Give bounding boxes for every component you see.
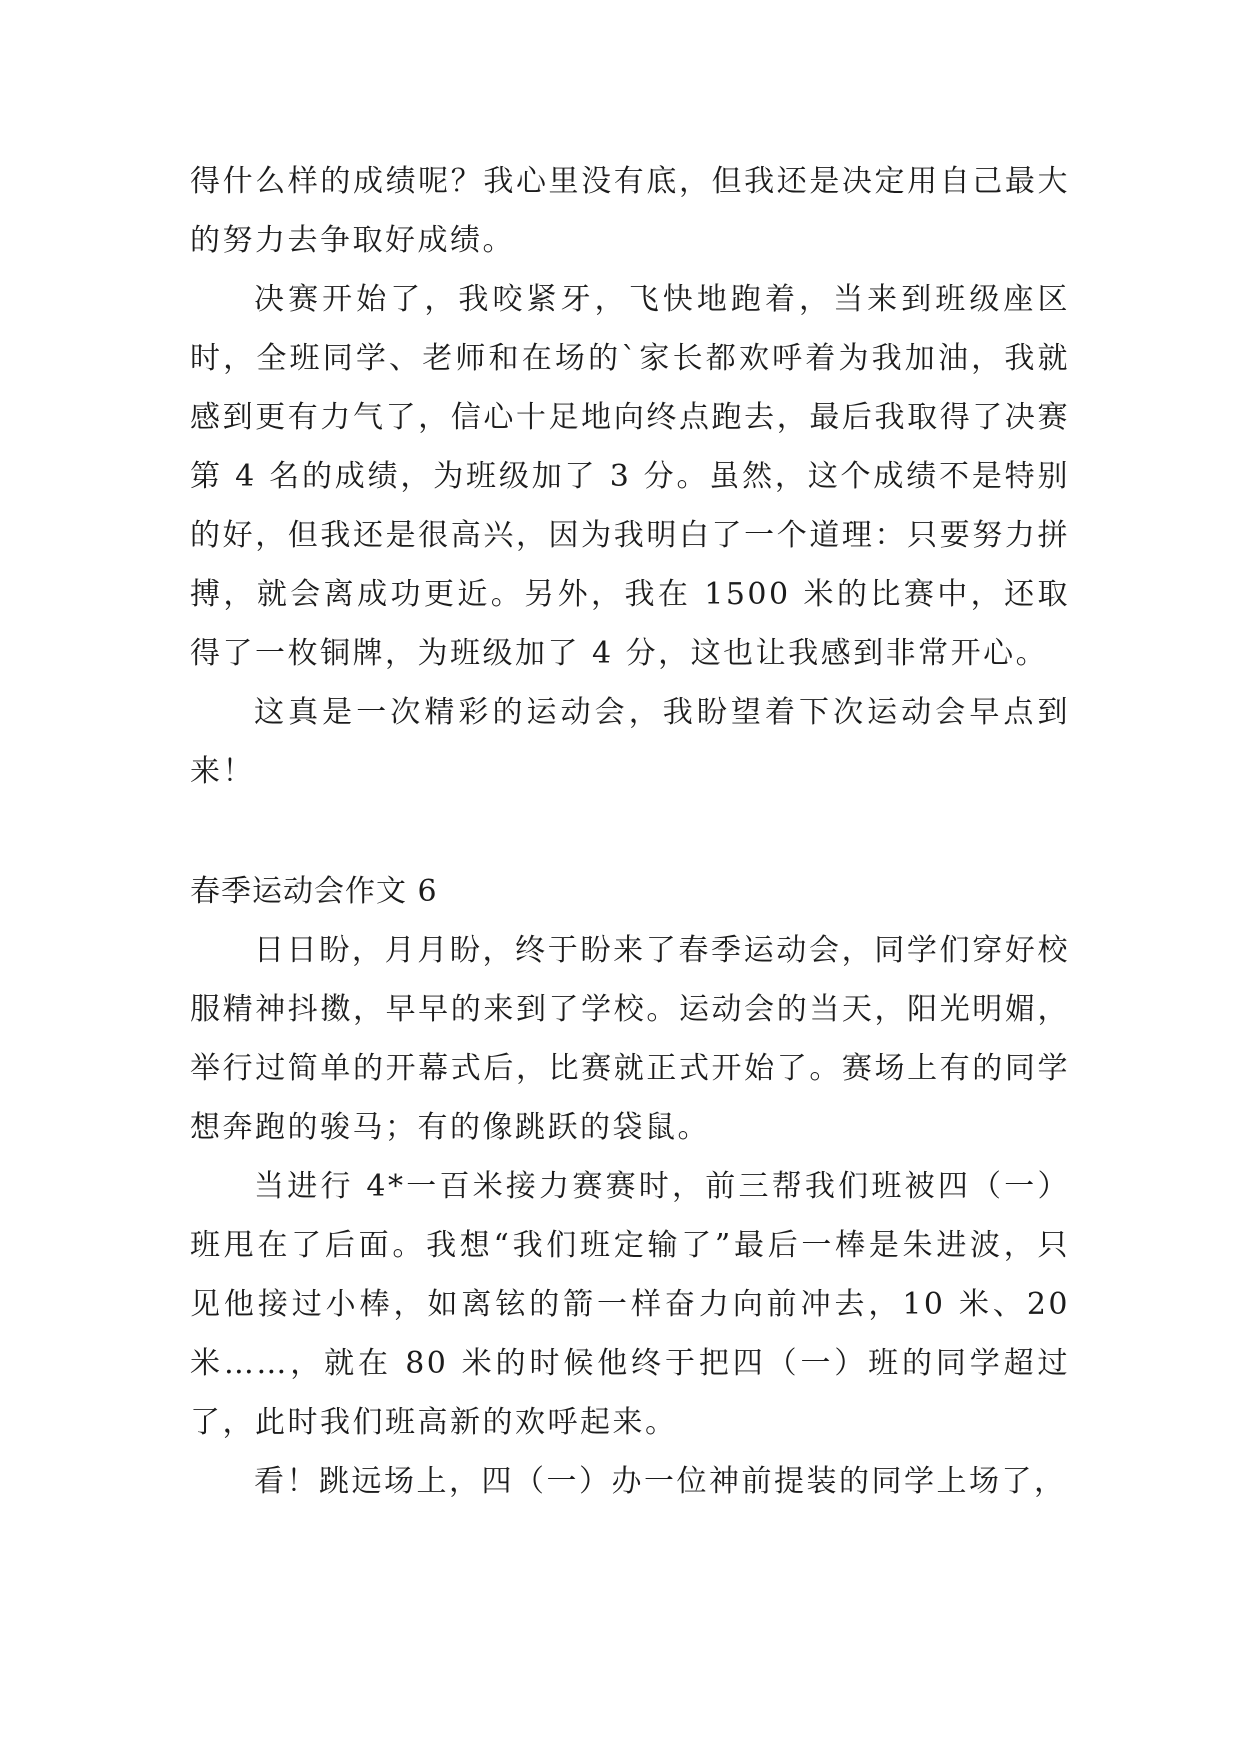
- paragraph-closing: 这真是一次精彩的运动会，我盼望着下次运动会早点到来！: [190, 695, 1070, 789]
- paragraph-continuation: 得什么样的成绩呢？我心里没有底，但我还是决定用自己最大的努力去争取好成绩。: [190, 164, 1070, 258]
- section-title: 春季运动会作文 6: [190, 874, 438, 909]
- section-spacer: [190, 801, 1070, 862]
- paragraph-relay: 当进行 4*一百米接力赛赛时，前三帮我们班被四（一）班甩在了后面。我想“我们班定输了”最后一棒是朱进波，只见他接过小棒，如离铉的箭一样奋力向前冲去，10 米、20 米……，就在 80 米的时候他终于把四（一）班的同学超过了，此时我们班高新的欢呼起来。: [190, 1169, 1070, 1440]
- paragraph-final-race: 决赛开始了，我咬紧牙，飞快地跑着，当来到班级座区时，全班同学、老师和在场的`家长都欢呼着为我加油，我就感到更有力气了，信心十足地向终点跑去，最后我取得了决赛第 4 名的成绩，为班级加了 3 分。虽然，这个成绩不是特别的好，但我还是很高兴，因为我明白了一个道理：只要努力拼搏，就会离成功更近。另外，我在 1500 米的比赛中，还取得了一枚铜牌，为班级加了 4 分，这也让我感到非常开心。: [190, 282, 1070, 671]
- paragraph-opening: 日日盼，月月盼，终于盼来了春季运动会，同学们穿好校服精神抖擞，早早的来到了学校。运动会的当天，阳光明媚，举行过简单的开幕式后，比赛就正式开始了。赛场上有的同学想奔跑的骏马；有的像跳跃的袋鼠。: [190, 933, 1070, 1145]
- document-body: [190, 152, 1070, 1511]
- paragraph-long-jump: 看！跳远场上，四（一）办一位神前提装的同学上场了，: [254, 1464, 1067, 1499]
